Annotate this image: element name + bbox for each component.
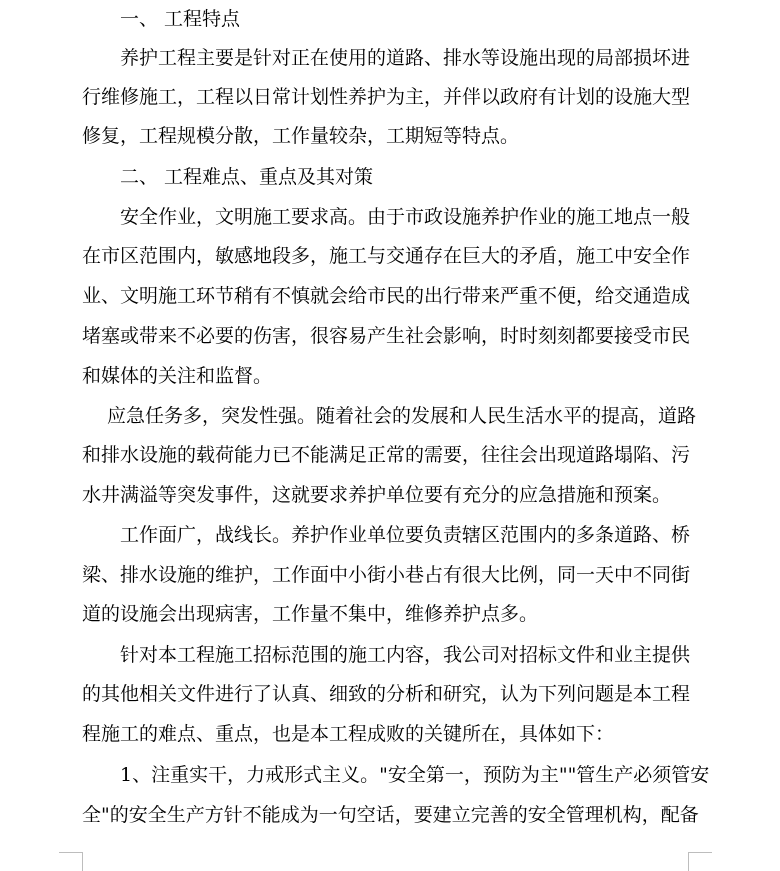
paragraph-line: 和媒体的关注和监督。	[82, 365, 273, 387]
paragraph-line: 1、注重实干，力戒形式主义。"安全第一，预防为主""管生产必须管安	[120, 764, 710, 786]
paragraph-line: 工作面广，战线长。养护作业单位要负责辖区范围内的多条道路、桥	[120, 524, 691, 546]
paragraph-line: 行维修施工，工程以日常计划性养护为主，并伴以政府有计划的设施大型	[82, 86, 691, 108]
paragraph-line: 针对本工程施工招标范围的施工内容，我公司对招标文件和业主提供	[120, 644, 691, 666]
heading-engineering-features: 一、 工程特点	[120, 8, 241, 30]
paragraph-line: 应急任务多，突发性强。随着社会的发展和人民生活水平的提高，道路	[107, 405, 697, 427]
paragraph-line: 梁、排水设施的维护，工作面中小街小巷占有很大比例，同一天中不同街	[82, 564, 691, 586]
paragraph-line: 全"的安全生产方针不能成为一句空话，要建立完善的安全管理机构，配备	[82, 804, 699, 826]
paragraph-line: 道的设施会出现病害，工作量不集中，维修养护点多。	[82, 603, 539, 625]
paragraph-line: 水井满溢等突发事件，这就要求养护单位要有充分的应急措施和预案。	[82, 484, 672, 506]
heading-difficulties: 二、 工程难点、重点及其对策	[120, 166, 374, 188]
paragraph-line: 业、文明施工环节稍有不慎就会给市民的出行带来严重不便，给交通造成	[82, 285, 691, 307]
paragraph-line: 养护工程主要是针对正在使用的道路、排水等设施出现的局部损坏进	[120, 47, 691, 69]
paragraph-line: 修复，工程规模分散，工作量较杂，工期短等特点。	[82, 125, 520, 147]
crop-mark-right-vertical	[688, 852, 689, 871]
crop-mark-left-horizontal	[59, 852, 83, 853]
paragraph-line: 和排水设施的载荷能力已不能满足正常的需要，往往会出现道路塌陷、污	[82, 444, 691, 466]
paragraph-line: 的其他相关文件进行了认真、细致的分析和研究，认为下列问题是本工程	[82, 683, 691, 705]
paragraph-line: 安全作业，文明施工要求高。由于市政设施养护作业的施工地点一般	[120, 206, 691, 228]
crop-mark-left-vertical	[82, 852, 83, 871]
paragraph-line: 堵塞或带来不必要的伤害，很容易产生社会影响，时时刻刻都要接受市民	[82, 325, 691, 347]
paragraph-line: 程施工的难点、重点，也是本工程成败的关键所在，具体如下：	[82, 723, 615, 745]
crop-mark-right-horizontal	[688, 852, 712, 853]
paragraph-line: 在市区范围内，敏感地段多，施工与交通存在巨大的矛盾，施工中安全作	[82, 245, 691, 267]
